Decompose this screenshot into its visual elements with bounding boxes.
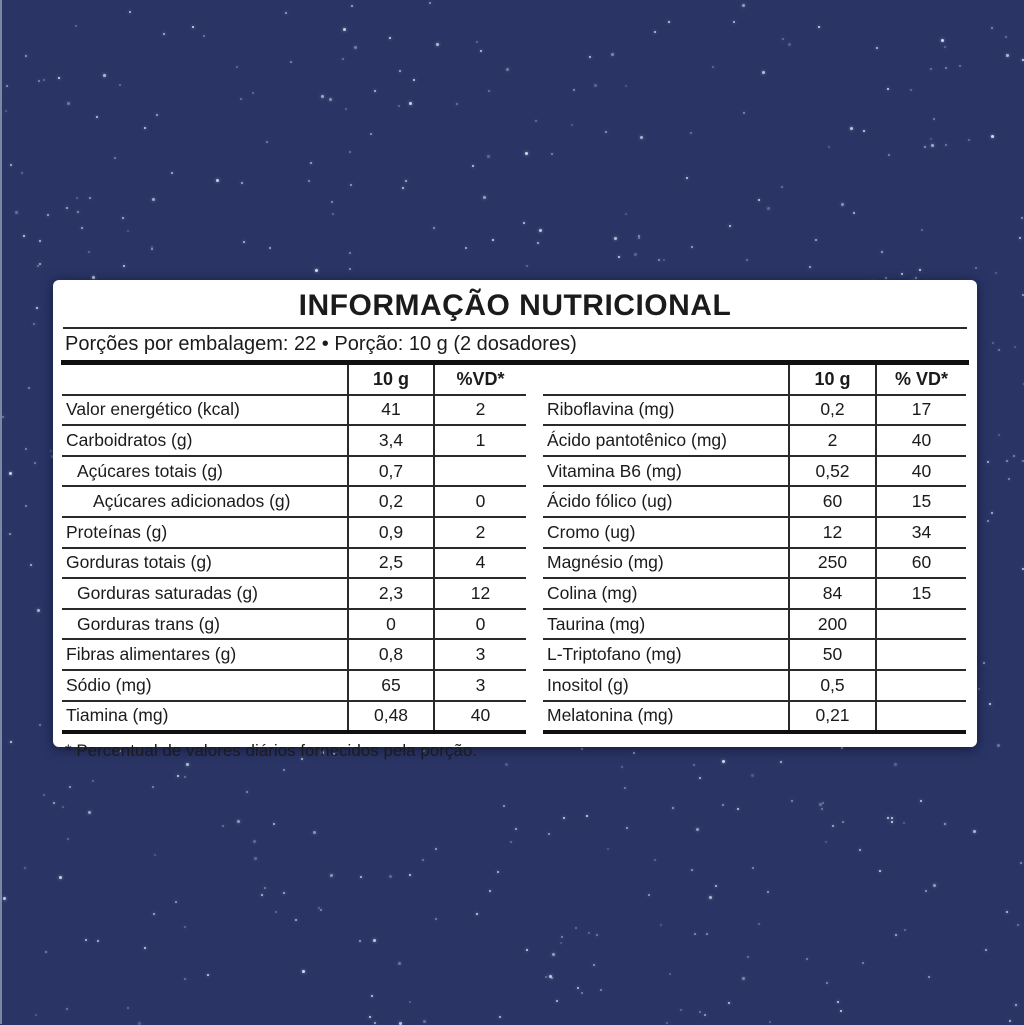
nutrient-label: Açúcares totais (g)	[62, 456, 348, 487]
photo-edge-artifact	[0, 0, 2, 1024]
servings-line: Porções por embalagem: 22 • Porção: 10 g (2 dosadores)	[65, 333, 577, 355]
nutrient-label: L-Triptofano (mg)	[543, 639, 789, 670]
nutrient-amount: 84	[789, 578, 876, 609]
nutrient-amount: 0,2	[348, 486, 434, 517]
footnote: * Percentual de valores diários fornecidos pela porção.	[65, 741, 478, 761]
col-header-amount: 10 g	[789, 365, 876, 395]
nutrient-dv	[876, 639, 966, 670]
table-row	[543, 425, 966, 456]
nutrient-amount: 0,5	[789, 670, 876, 701]
table-row	[543, 548, 966, 579]
nutrient-amount: 12	[789, 517, 876, 548]
nutrient-amount: 0,2	[789, 395, 876, 426]
nutrient-label: Colina (mg)	[543, 578, 789, 609]
table-row	[543, 609, 966, 640]
table-row	[62, 425, 526, 456]
nutrient-dv: 4	[434, 548, 526, 579]
nutrient-dv: 15	[876, 578, 966, 609]
table-row	[62, 701, 526, 733]
nutrition-facts-panel	[53, 280, 977, 761]
nutrient-amount: 65	[348, 670, 434, 701]
table-row	[62, 548, 526, 579]
table-row	[62, 578, 526, 609]
nutrition-table-right	[543, 365, 966, 734]
nutrient-amount: 250	[789, 548, 876, 579]
table-row	[543, 456, 966, 487]
nutrient-label: Ácido pantotênico (mg)	[543, 425, 789, 456]
table-row	[543, 701, 966, 733]
nutrient-label: Inositol (g)	[543, 670, 789, 701]
nutrient-amount: 50	[789, 639, 876, 670]
table-row	[543, 395, 966, 426]
nutrient-amount: 0,9	[348, 517, 434, 548]
nutrient-amount: 0,52	[789, 456, 876, 487]
nutrition-table-left	[62, 365, 526, 734]
table-row	[62, 486, 526, 517]
table-row	[62, 456, 526, 487]
nutrient-amount: 2,5	[348, 548, 434, 579]
col-header-blank	[543, 365, 789, 395]
nutrient-amount: 2,3	[348, 578, 434, 609]
nutrient-dv: 60	[876, 548, 966, 579]
nutrient-label: Ácido fólico (ug)	[543, 486, 789, 517]
nutrient-dv: 15	[876, 486, 966, 517]
nutrient-label: Açúcares adicionados (g)	[62, 486, 348, 517]
nutrient-amount: 0,21	[789, 701, 876, 733]
nutrient-label: Magnésio (mg)	[543, 548, 789, 579]
nutrient-label: Gorduras totais (g)	[62, 548, 348, 579]
table-row	[543, 639, 966, 670]
nutrient-amount: 0	[348, 609, 434, 640]
nutrient-label: Vitamina B6 (mg)	[543, 456, 789, 487]
nutrient-label: Carboidratos (g)	[62, 425, 348, 456]
nutrient-label: Taurina (mg)	[543, 609, 789, 640]
nutrient-dv	[876, 609, 966, 640]
col-header-dv: %VD*	[434, 365, 526, 395]
col-header-amount: 10 g	[348, 365, 434, 395]
table-row	[62, 517, 526, 548]
nutrient-label: Gorduras saturadas (g)	[62, 578, 348, 609]
nutrient-dv	[434, 456, 526, 487]
table-row	[543, 486, 966, 517]
nutrient-label: Sódio (mg)	[62, 670, 348, 701]
nutrient-label: Cromo (ug)	[543, 517, 789, 548]
nutrient-dv: 40	[876, 425, 966, 456]
nutrient-amount: 60	[789, 486, 876, 517]
panel-title: INFORMAÇÃO NUTRICIONAL	[298, 289, 732, 322]
nutrient-dv: 3	[434, 670, 526, 701]
table-row	[62, 395, 526, 426]
nutrient-dv	[876, 701, 966, 733]
nutrient-dv: 2	[434, 395, 526, 426]
table-row	[62, 609, 526, 640]
nutrient-dv: 17	[876, 395, 966, 426]
nutrient-amount: 0,8	[348, 639, 434, 670]
nutrient-dv: 0	[434, 486, 526, 517]
nutrient-dv: 1	[434, 425, 526, 456]
divider-thin	[63, 327, 967, 329]
table-header-row	[543, 365, 966, 395]
table-row	[543, 670, 966, 701]
table-row	[62, 639, 526, 670]
nutrient-dv: 40	[876, 456, 966, 487]
col-header-dv: % VD*	[876, 365, 966, 395]
nutrition-tables	[62, 365, 965, 734]
nutrient-dv: 0	[434, 609, 526, 640]
nutrient-amount: 41	[348, 395, 434, 426]
nutrient-dv: 34	[876, 517, 966, 548]
nutrient-amount: 2	[789, 425, 876, 456]
nutrient-amount: 0,7	[348, 456, 434, 487]
nutrient-dv: 12	[434, 578, 526, 609]
nutrient-label: Fibras alimentares (g)	[62, 639, 348, 670]
nutrient-label: Melatonina (mg)	[543, 701, 789, 733]
nutrient-dv	[876, 670, 966, 701]
nutrient-label: Valor energético (kcal)	[62, 395, 348, 426]
nutrient-amount: 0,48	[348, 701, 434, 733]
table-row	[543, 578, 966, 609]
col-header-blank	[62, 365, 348, 395]
nutrient-dv: 3	[434, 639, 526, 670]
nutrient-dv: 2	[434, 517, 526, 548]
nutrient-amount: 200	[789, 609, 876, 640]
table-row	[543, 517, 966, 548]
nutrient-label: Proteínas (g)	[62, 517, 348, 548]
nutrient-label: Riboflavina (mg)	[543, 395, 789, 426]
table-header-row	[62, 365, 526, 395]
nutrient-amount: 3,4	[348, 425, 434, 456]
nutrient-dv: 40	[434, 701, 526, 733]
nutrient-label: Tiamina (mg)	[62, 701, 348, 733]
nutrient-label: Gorduras trans (g)	[62, 609, 348, 640]
table-row	[62, 670, 526, 701]
